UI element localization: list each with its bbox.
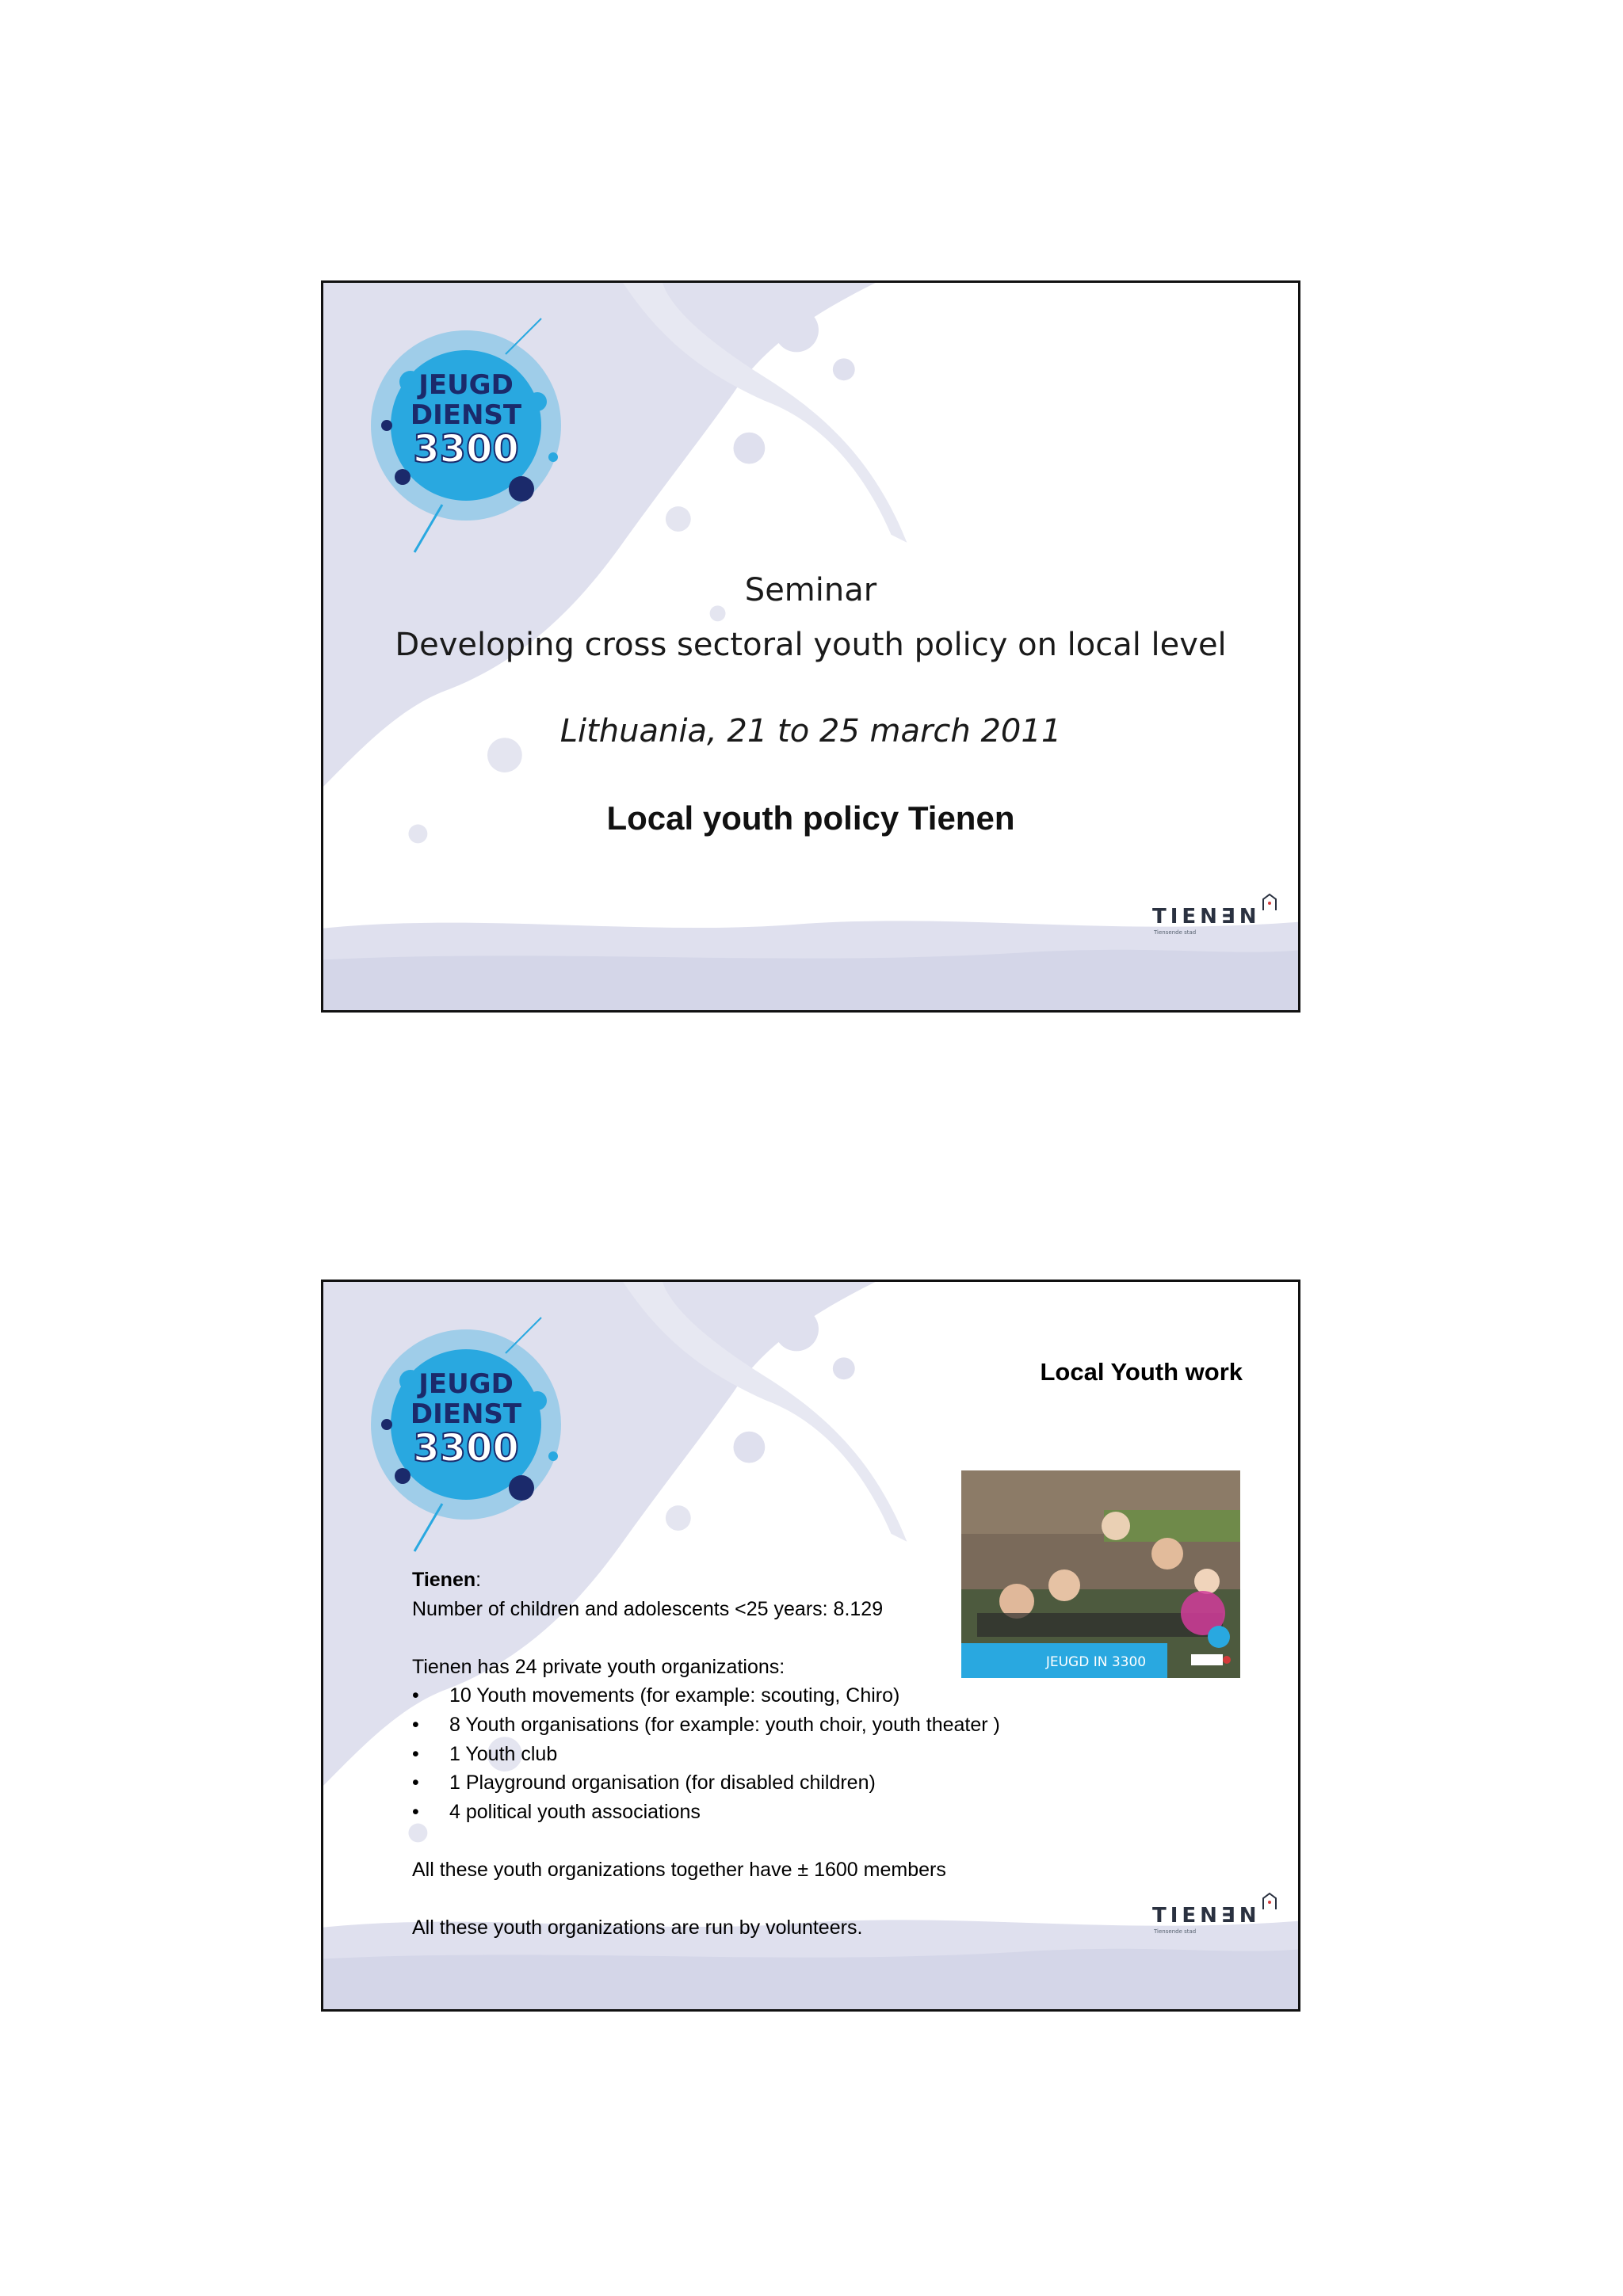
seminar-subtitle: Developing cross sectoral youth policy on local level [395, 627, 1227, 663]
org-item: 10 Youth movements (for example: scouting, Chiro) [449, 1684, 900, 1707]
logo-line3: 3300 [413, 1426, 519, 1470]
slide-title: Local Youth work [1040, 1358, 1243, 1386]
bullet-icon: • [412, 1713, 419, 1736]
volunteers-line: All these youth organizations are run by volunteers. [412, 1917, 863, 1939]
orgs-intro: Tienen has 24 private youth organizations: [412, 1655, 785, 1678]
list-item [412, 1798, 1125, 1827]
jeugddienst-logo [339, 1306, 593, 1559]
slide-body [412, 1566, 1125, 1943]
org-item: 1 Playground organisation (for disabled children) [449, 1772, 876, 1794]
list-item [412, 1681, 1125, 1711]
list-item [412, 1740, 1125, 1769]
org-item: 1 Youth club [449, 1742, 558, 1765]
city-line [412, 1566, 1125, 1595]
logo-line1: JEUGD [418, 369, 514, 401]
logo-line2: DIENST [410, 1398, 522, 1430]
tienen-name: TIEN∃N [1152, 905, 1261, 929]
list-item [412, 1768, 1125, 1798]
photo-caption: JEUGD IN 3300 [1045, 1654, 1147, 1670]
list-item [412, 1711, 1125, 1740]
logo-line3: 3300 [413, 427, 519, 471]
jeugddienst-logo [339, 307, 593, 560]
bullet-icon: • [412, 1742, 419, 1765]
bullet-icon: • [412, 1684, 419, 1707]
bullet-icon: • [412, 1800, 419, 1823]
seminar-date: Lithuania, 21 to 25 march 2011 [559, 713, 1062, 749]
logo-line1: JEUGD [418, 1368, 514, 1400]
tienen-logo [1152, 1892, 1279, 1939]
tienen-name: TIEN∃N [1152, 1904, 1261, 1928]
tienen-logo [1152, 893, 1279, 940]
org-item: 4 political youth associations [449, 1800, 701, 1823]
city-label: Tienen [412, 1569, 476, 1591]
members-line: All these youth organizations together have ± 1600 members [412, 1858, 946, 1881]
org-item: 8 Youth organisations (for example: youth choir, youth theater ) [449, 1713, 1000, 1736]
seminar-heading: Seminar [744, 572, 877, 608]
policy-title: Local youth policy Tienen [606, 799, 1015, 837]
slide-2 [321, 1280, 1300, 2012]
tienen-tagline: Tiensende stad [1154, 1928, 1197, 1935]
city-colon: : [475, 1569, 482, 1591]
children-count: Number of children and adolescents <25 years: 8.129 [412, 1597, 884, 1620]
slide-1 [321, 280, 1300, 1013]
tienen-tagline: Tiensende stad [1154, 929, 1197, 936]
logo-line2: DIENST [410, 399, 522, 431]
bullet-icon: • [412, 1772, 419, 1794]
